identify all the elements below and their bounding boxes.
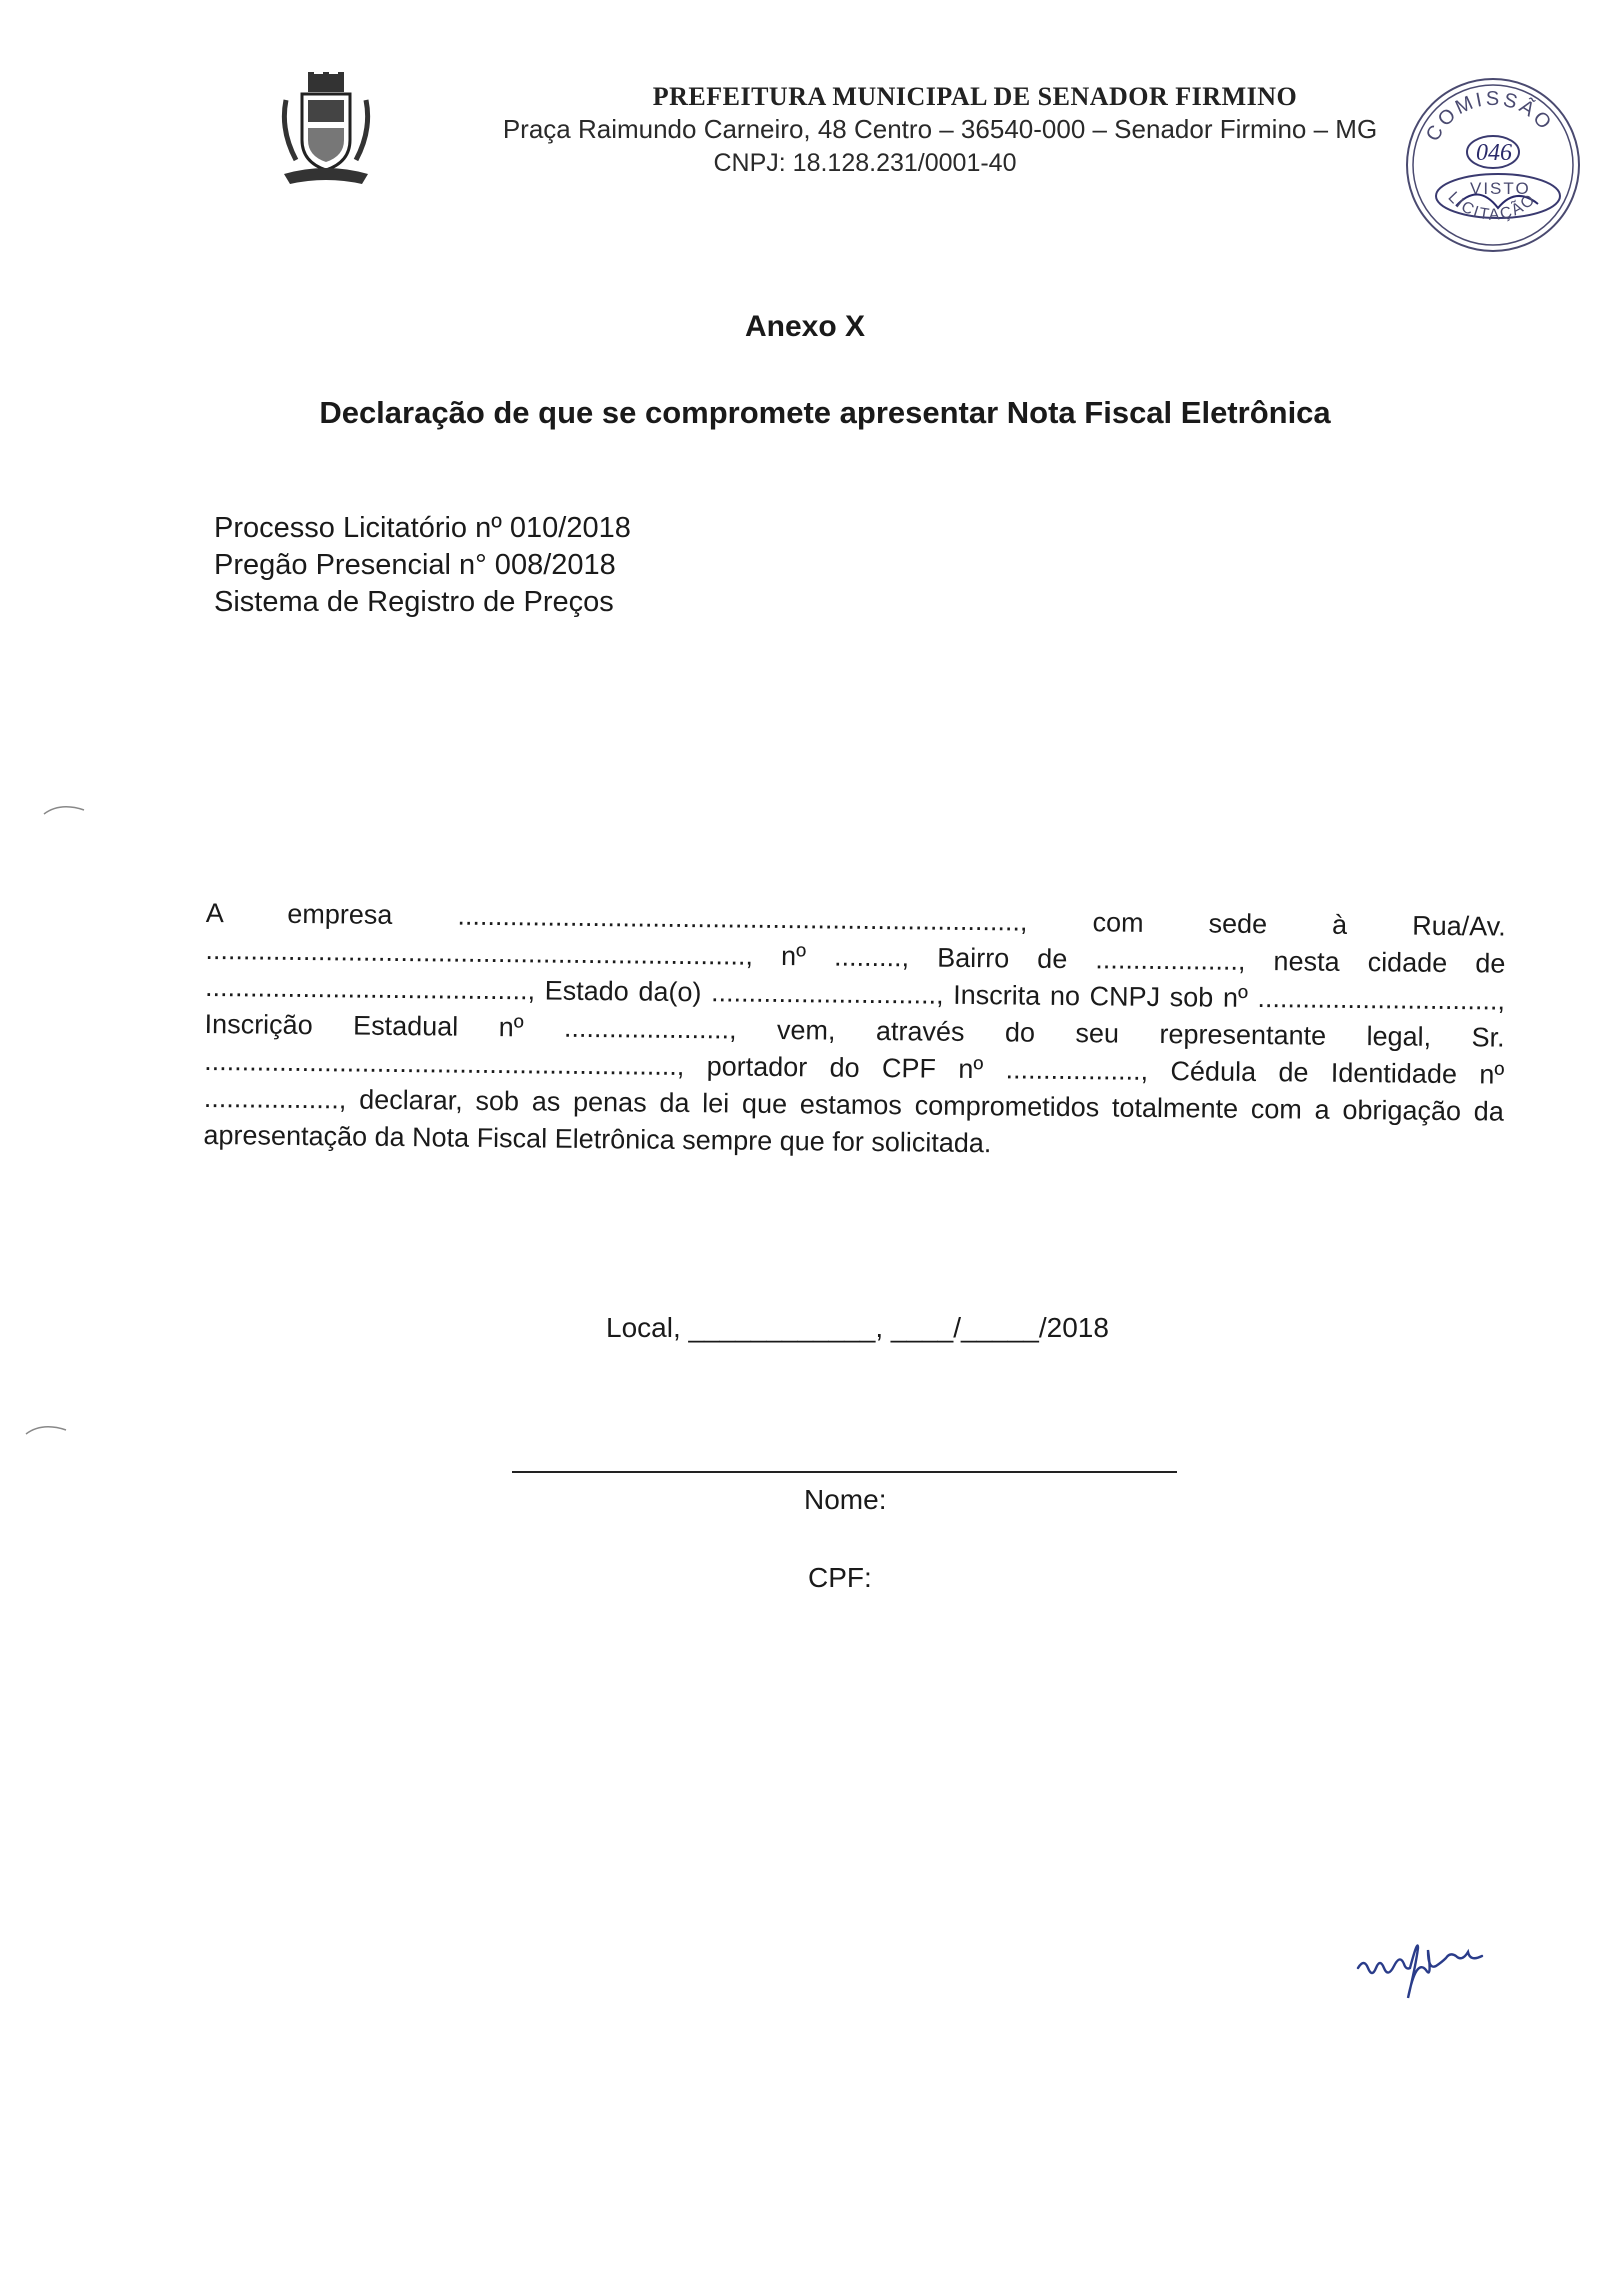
commission-stamp xyxy=(1398,70,1588,260)
stamp-bottom-text: LICITAÇÃO xyxy=(1444,188,1540,224)
stamp-top-text: COMISSÃO xyxy=(1421,87,1558,146)
scan-mark xyxy=(22,1420,72,1440)
annex-title: Anexo X xyxy=(744,310,866,343)
organization-name: PREFEITURA MUNICIPAL DE SENADOR FIRMINO xyxy=(652,82,1298,111)
organization-cnpj: CNPJ: 18.128.231/0001-40 xyxy=(713,149,1017,177)
registry-system: Sistema de Registro de Preços xyxy=(214,586,614,618)
signature-line xyxy=(512,1471,1177,1473)
process-info xyxy=(214,510,631,621)
handwritten-initials xyxy=(1350,1920,1530,2000)
name-label: Nome: xyxy=(804,1484,887,1515)
declaration-title: Declaração de que se compromete apresentar Nota Fiscal Eletrônica xyxy=(319,395,1331,430)
cpf-label: CPF: xyxy=(808,1562,872,1593)
stamp-number: 046 xyxy=(1476,140,1512,166)
stamp-middle-text: VISTO xyxy=(1470,179,1531,198)
auction-number: Pregão Presencial n° 008/2018 xyxy=(214,549,616,581)
declaration-paragraph: A empresa ..........................................................................., com sede à Rua/Av. ........................................................................, nº ........., Bairro de ..................., nesta cidade de ..........................................., Estado da(o) .............................., Inscrita no CNPJ sob nº ................................, Inscrição Estadual nº ......................, vem, através do seu representante legal, Sr. ..............................................................., portador do CPF nº .................., Cédula de Identidade nº .................., declarar, sob as penas da lei que estamos comprometidos totalmente com a obrigação da apresentação da Nota Fiscal Eletrônica sempre que for solicitada. xyxy=(203,897,1506,1159)
organization-address: Praça Raimundo Carneiro, 48 Centro – 36540-000 – Senador Firmino – MG xyxy=(502,114,1378,144)
process-number: Processo Licitatório nº 010/2018 xyxy=(214,512,631,544)
scan-mark xyxy=(40,800,90,820)
place-date-line: Local, ____________, ____/_____/2018 xyxy=(606,1312,1109,1343)
letterhead xyxy=(470,82,1410,178)
